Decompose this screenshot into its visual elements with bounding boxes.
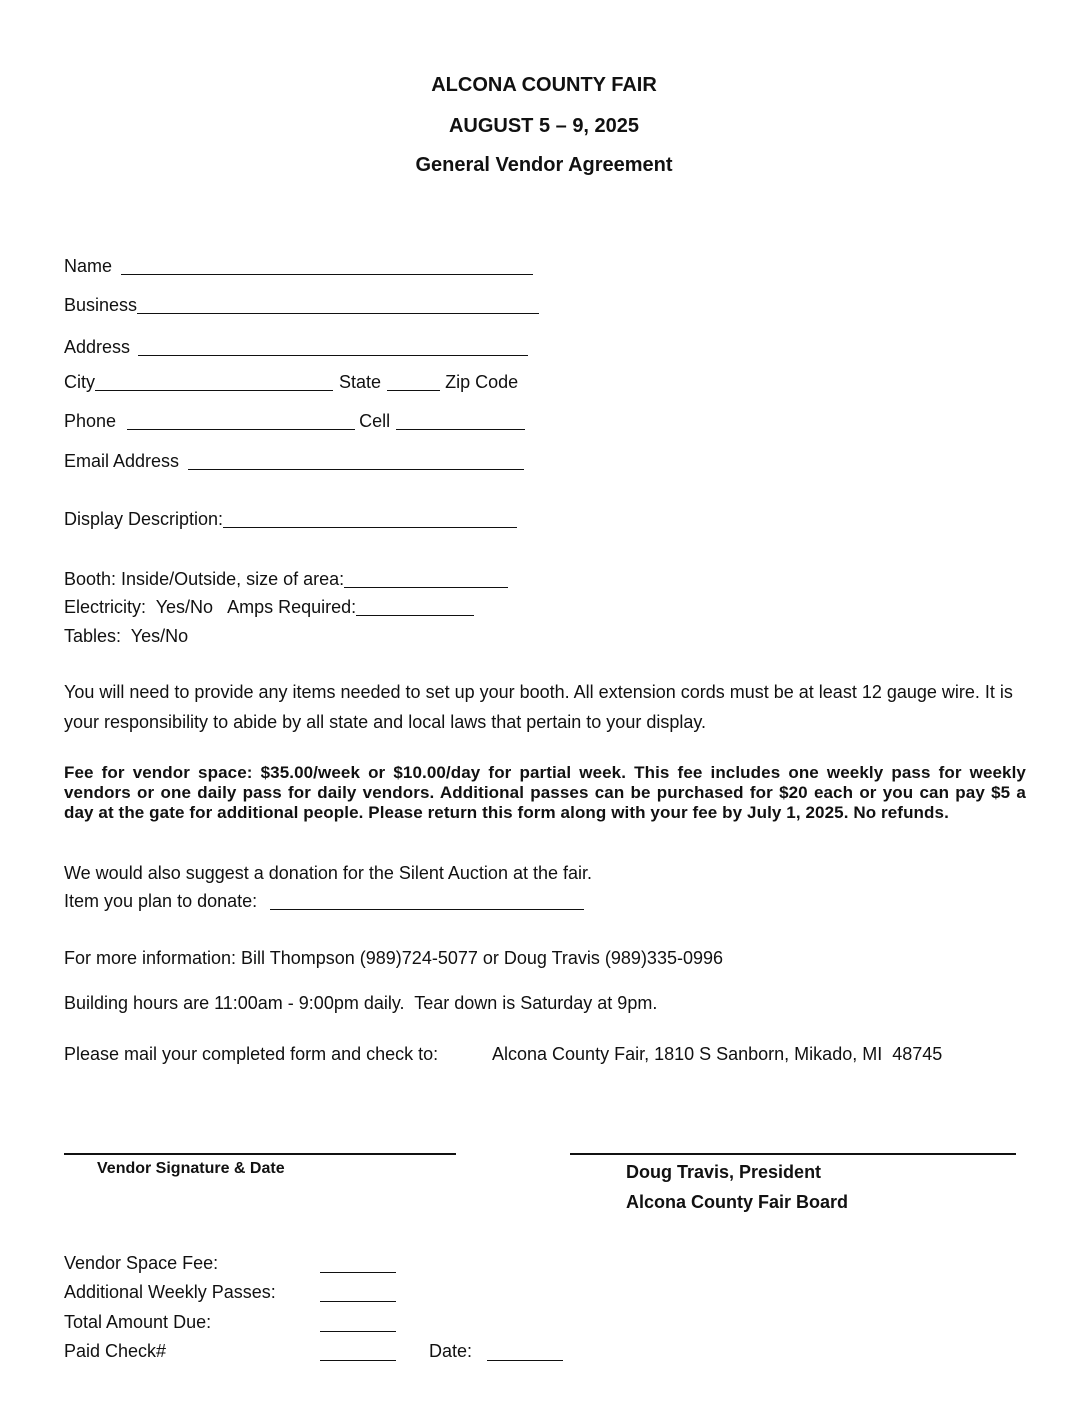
- email-field: [64, 450, 524, 472]
- contact-info: For more information: Bill Thompson (989)724-5077 or Doug Travis (989)335-0996: [64, 948, 724, 968]
- total-due-blank[interactable]: [320, 1314, 396, 1332]
- name-label: Name: [64, 256, 113, 276]
- mail-label: Please mail your completed form and check to:: [64, 1044, 439, 1064]
- requirements-paragraph: You will need to provide any items needed to set up your booth. All extension cords must be at least 12 gauge wire. It is your responsibility to abide by all state and local laws that pertain to your display.: [64, 682, 1013, 732]
- display-description-label: Display Description:: [64, 509, 224, 529]
- amps-blank[interactable]: [356, 598, 474, 616]
- email-blank[interactable]: [188, 452, 524, 470]
- vendor-signature-label: Vendor Signature & Date: [97, 1160, 285, 1177]
- fair-dates: AUGUST 5 – 9, 2025: [448, 115, 640, 137]
- fee-paragraph: Fee for vendor space: $35.00/week or $10.00/day for partial week. This fee includes one weekly pass for weekly vendors or one daily pass for daily vendors. Additional passes can be purchased for $20 each or you can pay $5 a day at the gate for additional people. Please return this form along with your fee by July 1, 2025. No refunds.: [64, 763, 1026, 822]
- additional-passes-blank[interactable]: [320, 1284, 396, 1302]
- mail-address: Alcona County Fair, 1810 S Sanborn, Mikado, MI 48745: [492, 1044, 943, 1064]
- address-field: [64, 336, 528, 358]
- additional-passes-label: Additional Weekly Passes:: [64, 1282, 276, 1302]
- phone-blank[interactable]: [127, 412, 355, 430]
- fair-title: ALCONA COUNTY FAIR: [431, 74, 657, 96]
- city-label: City: [64, 372, 95, 392]
- zip-label: Zip Code: [445, 372, 519, 392]
- phone-cell-field: [64, 410, 525, 432]
- donate-item-field: [64, 890, 584, 912]
- display-description-blank[interactable]: [223, 510, 517, 528]
- vendor-space-fee-blank[interactable]: [320, 1255, 396, 1273]
- booth-field: [64, 568, 508, 590]
- display-description-field: [64, 508, 517, 530]
- donation-text: We would also suggest a donation for the Silent Auction at the fair.: [64, 863, 593, 883]
- state-blank[interactable]: [387, 373, 440, 391]
- document-title: General Vendor Agreement: [415, 154, 673, 176]
- cell-blank[interactable]: [396, 412, 525, 430]
- business-blank[interactable]: [137, 296, 539, 314]
- paid-check-label: Paid Check#: [64, 1341, 167, 1361]
- name-blank[interactable]: [121, 257, 533, 275]
- date-label: Date:: [429, 1341, 473, 1361]
- phone-label: Phone: [64, 411, 117, 431]
- donate-item-blank[interactable]: [270, 892, 584, 910]
- electricity-field: [64, 596, 474, 618]
- city-blank[interactable]: [95, 373, 333, 391]
- donate-item-label: Item you plan to donate:: [64, 891, 258, 911]
- address-blank[interactable]: [138, 338, 528, 356]
- state-label: State: [339, 372, 382, 392]
- business-label: Business: [64, 295, 138, 315]
- business-field: [64, 294, 539, 316]
- president-name: Doug Travis, President: [626, 1162, 822, 1182]
- tables-label: Tables: Yes/No: [64, 626, 189, 646]
- president-org: Alcona County Fair Board: [626, 1192, 849, 1212]
- date-blank[interactable]: [487, 1343, 563, 1361]
- booth-blank[interactable]: [344, 570, 508, 588]
- name-field: [64, 255, 533, 277]
- vendor-space-fee-label: Vendor Space Fee:: [64, 1253, 219, 1273]
- building-hours: Building hours are 11:00am - 9:00pm daily. Tear down is Saturday at 9pm.: [64, 993, 658, 1013]
- total-due-label: Total Amount Due:: [64, 1312, 212, 1332]
- booth-label: Booth: Inside/Outside, size of area:: [64, 569, 345, 589]
- president-signature-line: [570, 1153, 1016, 1155]
- electricity-label: Electricity: Yes/No Amps Required:: [64, 597, 357, 617]
- email-label: Email Address: [64, 451, 180, 471]
- cell-label: Cell: [359, 411, 391, 431]
- paid-check-blank[interactable]: [320, 1343, 396, 1361]
- vendor-signature-line[interactable]: [64, 1153, 456, 1155]
- address-label: Address: [64, 337, 131, 357]
- city-state-zip-field: [64, 371, 518, 393]
